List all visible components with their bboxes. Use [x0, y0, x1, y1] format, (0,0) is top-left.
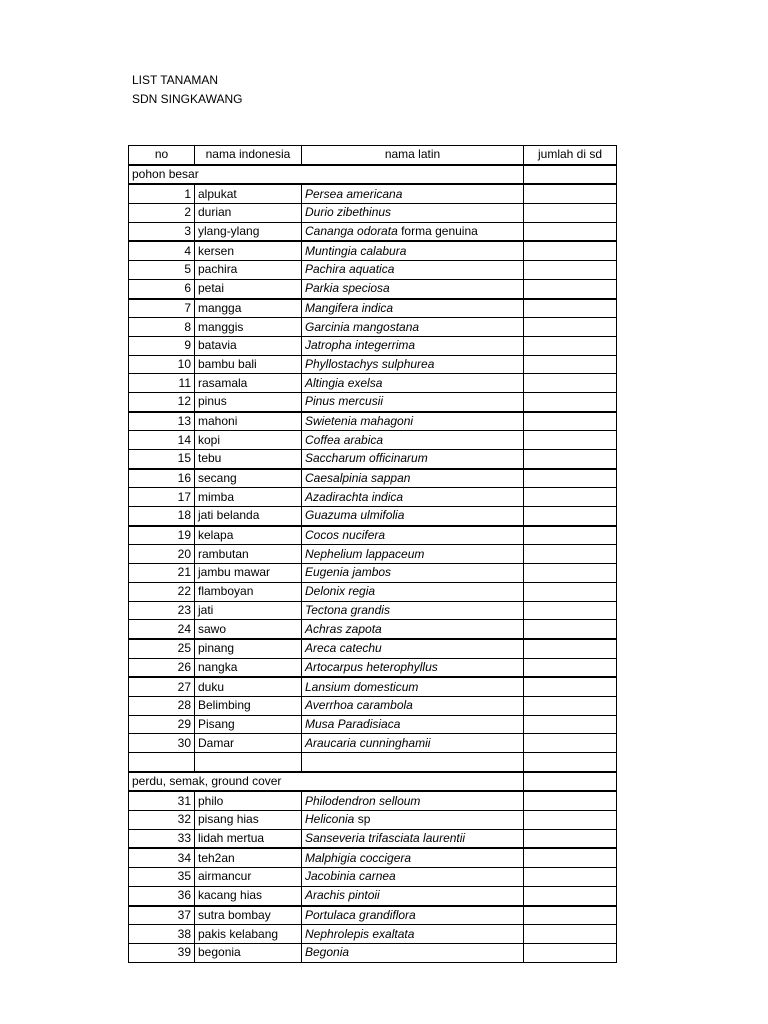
table-row	[129, 886, 617, 905]
nama-latin-cell	[302, 886, 524, 905]
latin-name: Durio zibethinus	[305, 205, 392, 220]
table-row	[129, 715, 617, 734]
row-number: 31	[129, 791, 195, 810]
row-number: 16	[129, 469, 195, 488]
nama-latin-cell	[302, 204, 524, 223]
row-number: 5	[129, 261, 195, 280]
table-row	[129, 374, 617, 393]
table-row	[129, 639, 617, 658]
table-row	[129, 791, 617, 810]
table-row	[129, 184, 617, 203]
table-row	[129, 450, 617, 469]
nama-indonesia-cell: kelapa	[195, 526, 302, 545]
nama-indonesia-cell: begonia	[195, 943, 302, 962]
table-row	[129, 222, 617, 241]
nama-latin-cell	[302, 734, 524, 753]
table-row	[129, 943, 617, 962]
jumlah-cell	[524, 299, 617, 318]
row-number: 24	[129, 620, 195, 639]
jumlah-cell	[524, 582, 617, 601]
latin-name: Averrhoa carambola	[305, 698, 413, 713]
jumlah-cell	[524, 222, 617, 241]
latin-name: Jacobinia carnea	[305, 869, 396, 884]
latin-name: Parkia speciosa	[305, 281, 390, 296]
nama-latin-cell	[302, 336, 524, 355]
row-number: 21	[129, 564, 195, 583]
table-row	[129, 261, 617, 280]
latin-name: Achras zapota	[305, 621, 382, 636]
row-number: 14	[129, 431, 195, 450]
latin-name: Altingia exelsa	[305, 375, 383, 390]
nama-latin-cell	[302, 943, 524, 962]
row-number: 7	[129, 299, 195, 318]
jumlah-cell	[524, 791, 617, 810]
nama-indonesia-cell: pinus	[195, 392, 302, 411]
nama-indonesia-cell: nangka	[195, 658, 302, 677]
nama-indonesia-cell: jati	[195, 601, 302, 620]
latin-name: Azadirachta indica	[305, 489, 404, 504]
row-number: 33	[129, 829, 195, 848]
jumlah-cell	[524, 545, 617, 564]
nama-indonesia-cell: Damar	[195, 734, 302, 753]
latin-name: Pinus mercusii	[305, 394, 384, 409]
row-number: 8	[129, 318, 195, 337]
nama-indonesia-cell: mimba	[195, 488, 302, 507]
latin-name: Eugenia jambos	[305, 565, 392, 580]
nama-latin-cell	[302, 658, 524, 677]
jumlah-cell	[524, 639, 617, 658]
nama-indonesia-cell: jati belanda	[195, 507, 302, 526]
row-number: 13	[129, 412, 195, 431]
table-row	[129, 601, 617, 620]
table-row	[129, 526, 617, 545]
table-row	[129, 620, 617, 639]
row-number: 1	[129, 184, 195, 203]
jumlah-cell	[524, 204, 617, 223]
table-row	[129, 336, 617, 355]
nama-indonesia-cell: rasamala	[195, 374, 302, 393]
nama-indonesia-cell: jambu mawar	[195, 564, 302, 583]
latin-name: Sanseveria trifasciata laurentii	[305, 831, 466, 846]
header-nama-latin: nama latin	[302, 146, 524, 165]
latin-name: Phyllostachys sulphurea	[305, 356, 435, 371]
jumlah-cell	[524, 507, 617, 526]
title-line-1: LIST TANAMAN	[132, 73, 219, 87]
latin-name: Musa Paradisiaca	[305, 716, 401, 731]
row-number: 28	[129, 696, 195, 715]
nama-latin-cell	[302, 392, 524, 411]
latin-name: Coffea arabica	[305, 432, 384, 447]
nama-indonesia-cell: rambutan	[195, 545, 302, 564]
nama-latin-cell	[302, 906, 524, 925]
jumlah-cell	[524, 279, 617, 298]
row-number: 39	[129, 943, 195, 962]
row-number: 23	[129, 601, 195, 620]
jumlah-cell	[524, 943, 617, 962]
nama-latin-cell	[302, 469, 524, 488]
table-row	[129, 696, 617, 715]
nama-indonesia-cell: alpukat	[195, 184, 302, 203]
row-number: 22	[129, 582, 195, 601]
jumlah-cell	[524, 696, 617, 715]
nama-latin-cell	[302, 696, 524, 715]
row-number: 6	[129, 279, 195, 298]
table-row	[129, 355, 617, 374]
nama-indonesia-cell: pachira	[195, 261, 302, 280]
row-number: 27	[129, 677, 195, 696]
nama-latin-cell	[302, 184, 524, 203]
nama-indonesia-cell: kacang hias	[195, 886, 302, 905]
plant-table	[128, 145, 617, 963]
jumlah-cell	[524, 715, 617, 734]
latin-name: Lansium domesticum	[305, 679, 419, 694]
jumlah-cell	[524, 848, 617, 867]
jumlah-cell	[524, 184, 617, 203]
nama-latin-cell	[302, 318, 524, 337]
table-row	[129, 488, 617, 507]
table-row	[129, 811, 617, 830]
table-row	[129, 677, 617, 696]
nama-indonesia-cell: airmancur	[195, 868, 302, 887]
row-number: 37	[129, 906, 195, 925]
table-body	[129, 165, 617, 962]
nama-latin-cell	[302, 355, 524, 374]
empty-row	[129, 753, 617, 772]
latin-name: Pachira aquatica	[305, 262, 395, 277]
nama-latin-cell	[302, 639, 524, 658]
jumlah-cell	[524, 564, 617, 583]
nama-latin-cell	[302, 545, 524, 564]
jumlah-cell	[524, 431, 617, 450]
row-number: 26	[129, 658, 195, 677]
row-number: 30	[129, 734, 195, 753]
latin-name: Muntingia calabura	[305, 243, 407, 258]
latin-name: Nephrolepis exaltata	[305, 926, 415, 941]
nama-indonesia-cell: Belimbing	[195, 696, 302, 715]
header-nama-indonesia: nama indonesia	[195, 146, 302, 165]
title-line-2: SDN SINGKAWANG	[132, 92, 243, 106]
table-row	[129, 564, 617, 583]
nama-latin-cell	[302, 677, 524, 696]
jumlah-cell	[524, 772, 617, 792]
header-row	[129, 146, 617, 165]
section-pohon-besar-label: pohon besar	[129, 165, 524, 185]
nama-indonesia-cell: mahoni	[195, 412, 302, 431]
nama-indonesia-cell: sawo	[195, 620, 302, 639]
row-number: 18	[129, 507, 195, 526]
latin-name: Caesalpinia sappan	[305, 471, 411, 486]
latin-name: Tectona grandis	[305, 602, 390, 617]
table-row	[129, 734, 617, 753]
jumlah-cell	[524, 488, 617, 507]
latin-name: Begonia	[305, 945, 350, 960]
row-number: 35	[129, 868, 195, 887]
nama-latin-cell	[302, 279, 524, 298]
row-number: 2	[129, 204, 195, 223]
jumlah-cell	[524, 392, 617, 411]
jumlah-cell	[524, 526, 617, 545]
jumlah-cell	[524, 886, 617, 905]
nama-latin-cell	[302, 601, 524, 620]
jumlah-cell	[524, 241, 617, 260]
nama-latin-cell	[302, 848, 524, 867]
table-row	[129, 412, 617, 431]
latin-name: Artocarpus heterophyllus	[305, 659, 438, 674]
row-number: 10	[129, 355, 195, 374]
jumlah-cell	[524, 165, 617, 185]
nama-latin-cell	[302, 564, 524, 583]
nama-latin-cell	[302, 620, 524, 639]
nama-latin-cell	[302, 488, 524, 507]
nama-indonesia-cell: tebu	[195, 450, 302, 469]
nama-latin-cell	[302, 412, 524, 431]
jumlah-cell	[524, 658, 617, 677]
nama-latin-cell	[302, 925, 524, 944]
table-row	[129, 469, 617, 488]
nama-indonesia-cell: batavia	[195, 336, 302, 355]
row-number: 36	[129, 886, 195, 905]
nama-latin-cell	[302, 431, 524, 450]
latin-name: Swietenia mahagoni	[305, 413, 414, 428]
header-jumlah: jumlah di sd	[524, 146, 617, 165]
nama-indonesia-cell: duku	[195, 677, 302, 696]
nama-indonesia-cell: flamboyan	[195, 582, 302, 601]
nama-indonesia-cell: pisang hias	[195, 811, 302, 830]
latin-name: Nephelium lappaceum	[305, 546, 425, 561]
table-row	[129, 868, 617, 887]
jumlah-cell	[524, 469, 617, 488]
nama-indonesia-cell: philo	[195, 791, 302, 810]
table-row	[129, 829, 617, 848]
nama-latin-cell	[302, 241, 524, 260]
nama-latin-cell	[302, 868, 524, 887]
nama-indonesia-cell: manggis	[195, 318, 302, 337]
nama-latin-cell	[302, 582, 524, 601]
latin-suffix: forma genuina	[401, 224, 478, 239]
nama-indonesia-cell: petai	[195, 279, 302, 298]
nama-indonesia-cell: secang	[195, 469, 302, 488]
header-no: no	[129, 146, 195, 165]
nama-indonesia-cell: kersen	[195, 241, 302, 260]
nama-latin-cell	[302, 261, 524, 280]
nama-latin-cell	[302, 829, 524, 848]
nama-indonesia-cell: mangga	[195, 299, 302, 318]
table-row	[129, 658, 617, 677]
jumlah-cell	[524, 261, 617, 280]
nama-latin-cell	[302, 450, 524, 469]
latin-name: Portulaca grandiflora	[305, 907, 416, 922]
nama-indonesia-cell: pakis kelabang	[195, 925, 302, 944]
nama-latin-cell	[302, 374, 524, 393]
empty-cell	[129, 753, 195, 772]
row-number: 12	[129, 392, 195, 411]
empty-cell	[195, 753, 302, 772]
row-number: 32	[129, 811, 195, 830]
row-number: 3	[129, 222, 195, 241]
table-row	[129, 545, 617, 564]
table-row	[129, 925, 617, 944]
jumlah-cell	[524, 412, 617, 431]
empty-cell	[524, 753, 617, 772]
row-number: 17	[129, 488, 195, 507]
document-title	[132, 71, 242, 109]
jumlah-cell	[524, 450, 617, 469]
nama-indonesia-cell: teh2an	[195, 848, 302, 867]
latin-name: Delonix regia	[305, 584, 376, 599]
latin-name: Araucaria cunninghamii	[305, 735, 431, 750]
nama-indonesia-cell: sutra bombay	[195, 906, 302, 925]
table-row	[129, 318, 617, 337]
row-number: 11	[129, 374, 195, 393]
section-perdu-semak-label: perdu, semak, ground cover	[129, 772, 524, 792]
nama-indonesia-cell: bambu bali	[195, 355, 302, 374]
latin-name: Philodendron selloum	[305, 793, 421, 808]
latin-name: Cocos nucifera	[305, 528, 386, 543]
latin-name: Jatropha integerrima	[305, 338, 416, 353]
row-number: 25	[129, 639, 195, 658]
latin-name: Saccharum officinarum	[305, 451, 428, 466]
latin-name: Arachis pintoii	[305, 888, 380, 903]
table-row	[129, 507, 617, 526]
latin-suffix: sp	[357, 812, 371, 827]
jumlah-cell	[524, 601, 617, 620]
section-pohon-besar	[129, 165, 617, 185]
nama-latin-cell	[302, 507, 524, 526]
row-number: 9	[129, 336, 195, 355]
jumlah-cell	[524, 906, 617, 925]
table-row	[129, 241, 617, 260]
nama-latin-cell	[302, 222, 524, 241]
latin-name: Mangifera indica	[305, 300, 394, 315]
row-number: 20	[129, 545, 195, 564]
nama-latin-cell	[302, 715, 524, 734]
latin-name: Areca catechu	[305, 641, 382, 656]
jumlah-cell	[524, 829, 617, 848]
section-perdu-semak	[129, 772, 617, 792]
jumlah-cell	[524, 336, 617, 355]
jumlah-cell	[524, 355, 617, 374]
nama-latin-cell	[302, 791, 524, 810]
table-row	[129, 906, 617, 925]
nama-indonesia-cell: durian	[195, 204, 302, 223]
jumlah-cell	[524, 811, 617, 830]
nama-latin-cell	[302, 811, 524, 830]
row-number: 38	[129, 925, 195, 944]
nama-latin-cell	[302, 526, 524, 545]
jumlah-cell	[524, 374, 617, 393]
table-row	[129, 279, 617, 298]
jumlah-cell	[524, 620, 617, 639]
row-number: 15	[129, 450, 195, 469]
jumlah-cell	[524, 925, 617, 944]
table-row	[129, 392, 617, 411]
jumlah-cell	[524, 868, 617, 887]
table-row	[129, 582, 617, 601]
table-row	[129, 848, 617, 867]
jumlah-cell	[524, 734, 617, 753]
row-number: 29	[129, 715, 195, 734]
row-number: 4	[129, 241, 195, 260]
latin-name: Malphigia coccigera	[305, 850, 412, 865]
latin-name: Cananga odorata	[305, 224, 398, 239]
jumlah-cell	[524, 677, 617, 696]
latin-name: Heliconia	[305, 812, 355, 827]
table-row	[129, 299, 617, 318]
nama-indonesia-cell: ylang-ylang	[195, 222, 302, 241]
latin-name: Garcinia mangostana	[305, 319, 420, 334]
empty-cell	[302, 753, 524, 772]
nama-indonesia-cell: kopi	[195, 431, 302, 450]
nama-indonesia-cell: pinang	[195, 639, 302, 658]
row-number: 34	[129, 848, 195, 867]
nama-indonesia-cell: Pisang	[195, 715, 302, 734]
table-row	[129, 204, 617, 223]
jumlah-cell	[524, 318, 617, 337]
latin-name: Persea americana	[305, 186, 403, 201]
latin-name: Guazuma ulmifolia	[305, 508, 405, 523]
nama-latin-cell	[302, 299, 524, 318]
nama-indonesia-cell: lidah mertua	[195, 829, 302, 848]
table-row	[129, 431, 617, 450]
row-number: 19	[129, 526, 195, 545]
